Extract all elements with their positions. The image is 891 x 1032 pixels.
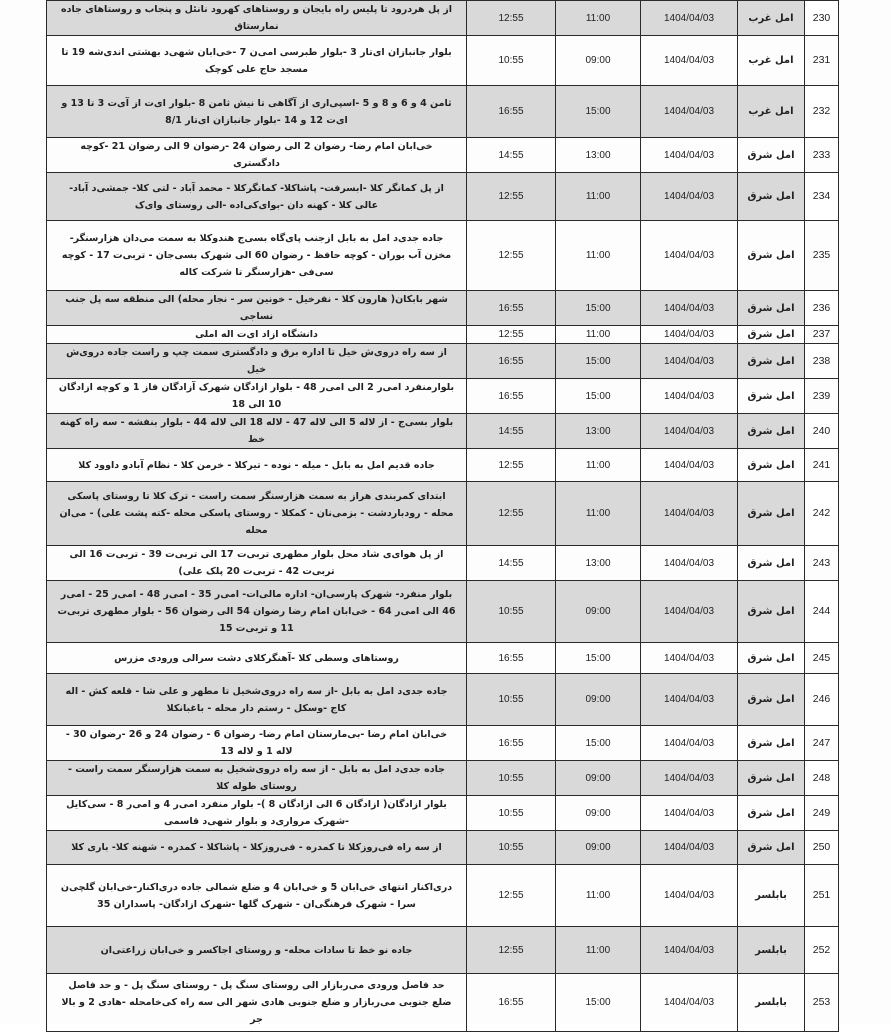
row-number: 253 (805, 974, 839, 1032)
date-cell: 1404/04/03 (641, 726, 738, 761)
start-time-cell: 11:00 (556, 449, 641, 482)
address-cell: ثامن 4 و 6 و 8 و 5 -اسپی‌اری از آگاهی تا نیش ثامن 8 -بلوار ای‌ت از آی‌ت 3 تا 13 و ای‌ت 12 و 14 -بلوار جانبازان ای‌تار 8/1 (47, 86, 467, 138)
date-cell: 1404/04/03 (641, 796, 738, 831)
date-cell: 1404/04/03 (641, 326, 738, 344)
region-cell: امل شرق (738, 581, 805, 643)
address-cell: بلوار ازادگان( ازادگان 6 الی ازادگان 8 )- بلوار منفرد امی‌ر 4 و امی‌ر 8 - سی‌کایل -شهرک مرواری‌د و بلوار شهی‌د قاسمی (47, 796, 467, 831)
table-row (47, 726, 839, 761)
table-row (47, 344, 839, 379)
end-time-cell: 16:55 (467, 379, 556, 414)
date-cell: 1404/04/03 (641, 291, 738, 326)
table-row (47, 414, 839, 449)
end-time-cell: 16:55 (467, 643, 556, 674)
region-cell: امل شرق (738, 173, 805, 221)
region-cell: امل شرق (738, 643, 805, 674)
date-cell: 1404/04/03 (641, 927, 738, 974)
address-cell: خی‌ابان امام رضا -بی‌مارستان امام رضا- رضوان 6 - رضوان 24 و 26 -رضوان 30 - لاله 1 و لاله 13 (47, 726, 467, 761)
end-time-cell: 12:55 (467, 927, 556, 974)
start-time-cell: 11:00 (556, 1, 641, 36)
row-number: 243 (805, 546, 839, 581)
region-cell: امل شرق (738, 326, 805, 344)
row-number: 236 (805, 291, 839, 326)
schedule-table (46, 0, 839, 1032)
start-time-cell: 11:00 (556, 927, 641, 974)
table-row (47, 761, 839, 796)
region-cell: امل شرق (738, 344, 805, 379)
address-cell: از پل کمانگر کلا -ابسرفت- پاشاکلا- کمانگرکلا - محمد آباد - لتی کلا- جمشی‌د آباد- عالی کلا - کهنه دان -بوای‌کی‌اده -الی روستای وای‌ک (47, 173, 467, 221)
table-row (47, 927, 839, 974)
table-row (47, 1, 839, 36)
region-cell: امل شرق (738, 831, 805, 865)
date-cell: 1404/04/03 (641, 761, 738, 796)
table-row (47, 643, 839, 674)
date-cell: 1404/04/03 (641, 974, 738, 1032)
start-time-cell: 13:00 (556, 546, 641, 581)
table-row (47, 831, 839, 865)
row-number: 235 (805, 221, 839, 291)
end-time-cell: 10:55 (467, 831, 556, 865)
row-number: 230 (805, 1, 839, 36)
row-number: 237 (805, 326, 839, 344)
end-time-cell: 16:55 (467, 344, 556, 379)
row-number: 251 (805, 865, 839, 927)
start-time-cell: 13:00 (556, 414, 641, 449)
table-row (47, 86, 839, 138)
start-time-cell: 15:00 (556, 379, 641, 414)
end-time-cell: 12:55 (467, 173, 556, 221)
end-time-cell: 16:55 (467, 291, 556, 326)
address-cell: جاده نو خط تا سادات محله- و روستای اجاکسر و خی‌ابان زراعتی‌ان (47, 927, 467, 974)
region-cell: امل غرب (738, 1, 805, 36)
table-row (47, 865, 839, 927)
start-time-cell: 09:00 (556, 831, 641, 865)
end-time-cell: 14:55 (467, 546, 556, 581)
start-time-cell: 09:00 (556, 581, 641, 643)
date-cell: 1404/04/03 (641, 831, 738, 865)
end-time-cell: 16:55 (467, 974, 556, 1032)
row-number: 231 (805, 36, 839, 86)
start-time-cell: 09:00 (556, 796, 641, 831)
start-time-cell: 15:00 (556, 291, 641, 326)
start-time-cell: 09:00 (556, 36, 641, 86)
end-time-cell: 14:55 (467, 414, 556, 449)
region-cell: بابلسر (738, 927, 805, 974)
table-row (47, 221, 839, 291)
start-time-cell: 13:00 (556, 138, 641, 173)
row-number: 234 (805, 173, 839, 221)
region-cell: امل شرق (738, 546, 805, 581)
address-cell: بلوار بسی‌ج - از لاله 5 الی لاله 47 - لاله 18 الی لاله 44 - بلوار بنفشه - سه راه کهنه خط (47, 414, 467, 449)
table-row (47, 449, 839, 482)
region-cell: امل شرق (738, 138, 805, 173)
date-cell: 1404/04/03 (641, 581, 738, 643)
row-number: 248 (805, 761, 839, 796)
region-cell: امل شرق (738, 449, 805, 482)
address-cell: از پل هوای‌ی شاد محل بلوار مطهری تربی‌ت 17 الی تربی‌ت 39 - تربی‌ت 16 الی تربی‌ت 42 - تربی‌ت 20 پلک علی) (47, 546, 467, 581)
region-cell: امل شرق (738, 482, 805, 546)
table-row (47, 291, 839, 326)
date-cell: 1404/04/03 (641, 36, 738, 86)
region-cell: امل شرق (738, 379, 805, 414)
address-cell: جاده جدی‌د امل به بابل - از سه راه دروی‌شخیل به سمت هزارسنگر سمت راست - روستای طوله کلا (47, 761, 467, 796)
table-row (47, 138, 839, 173)
region-cell: امل غرب (738, 86, 805, 138)
row-number: 249 (805, 796, 839, 831)
row-number: 244 (805, 581, 839, 643)
table-row (47, 326, 839, 344)
start-time-cell: 15:00 (556, 643, 641, 674)
row-number: 241 (805, 449, 839, 482)
table-row (47, 674, 839, 726)
address-cell: از سه راه فی‌روزکلا تا کمدره - فی‌روزکلا - پاشاکلا - کمدره - شهنه کلا- باری کلا (47, 831, 467, 865)
address-cell: بلوار جانبازان ای‌تار 3 -بلوار طبرسی امی‌ن 7 -خی‌ابان شهی‌د بهشتی اندی‌شه 19 تا مسجد حاج علی کوچک (47, 36, 467, 86)
end-time-cell: 12:55 (467, 221, 556, 291)
region-cell: امل شرق (738, 414, 805, 449)
end-time-cell: 10:55 (467, 36, 556, 86)
start-time-cell: 11:00 (556, 326, 641, 344)
start-time-cell: 15:00 (556, 974, 641, 1032)
region-cell: امل شرق (738, 221, 805, 291)
date-cell: 1404/04/03 (641, 865, 738, 927)
table-row (47, 974, 839, 1032)
schedule-table-body (47, 1, 839, 1032)
end-time-cell: 12:55 (467, 326, 556, 344)
date-cell: 1404/04/03 (641, 482, 738, 546)
address-cell: دانشگاه ازاد ای‌ت اله املی (47, 326, 467, 344)
end-time-cell: 12:55 (467, 865, 556, 927)
table-row (47, 36, 839, 86)
end-time-cell: 12:55 (467, 482, 556, 546)
address-cell: از پل هردرود تا پلیس راه بایجان و روستاهای کهرود نانئل و پنجاب و روستاهای جاده نمارستاق (47, 1, 467, 36)
address-cell: ابتدای کمربندی هراز به سمت هزارسنگر سمت راست - ترک کلا تا روستای پاسکی محله - رودباردشت - بزمی‌نان - کمکلا - روستای پاسکی محله -کته پشت علی) - می‌ان محله (47, 482, 467, 546)
row-number: 239 (805, 379, 839, 414)
row-number: 232 (805, 86, 839, 138)
date-cell: 1404/04/03 (641, 546, 738, 581)
row-number: 242 (805, 482, 839, 546)
address-cell: روستاهای وسطی کلا -آهنگرکلای دشت سرالی ورودی مزرس (47, 643, 467, 674)
end-time-cell: 10:55 (467, 761, 556, 796)
row-number: 240 (805, 414, 839, 449)
address-cell: جاده جدی‌د امل به بابل ازجنب پای‌گاه بسی‌ج هندوکلا به سمت می‌دان هزارسنگر- مخزن آب بوران - کوچه حافظ - رضوان 60 الی شهرک بسی‌جان - تربی‌ت 17 - کوچه سی‌فی -هزارسنگر تا شرکت کاله (47, 221, 467, 291)
date-cell: 1404/04/03 (641, 344, 738, 379)
date-cell: 1404/04/03 (641, 414, 738, 449)
start-time-cell: 11:00 (556, 173, 641, 221)
address-cell: از سه راه دروی‌ش خیل تا اداره برق و دادگستری سمت چپ و راست جاده دروی‌ش خیل (47, 344, 467, 379)
table-row (47, 173, 839, 221)
end-time-cell: 16:55 (467, 726, 556, 761)
region-cell: امل شرق (738, 674, 805, 726)
start-time-cell: 15:00 (556, 86, 641, 138)
row-number: 247 (805, 726, 839, 761)
date-cell: 1404/04/03 (641, 449, 738, 482)
end-time-cell: 12:55 (467, 449, 556, 482)
region-cell: امل شرق (738, 796, 805, 831)
start-time-cell: 15:00 (556, 726, 641, 761)
start-time-cell: 15:00 (556, 344, 641, 379)
start-time-cell: 09:00 (556, 761, 641, 796)
table-row (47, 796, 839, 831)
region-cell: امل شرق (738, 761, 805, 796)
start-time-cell: 11:00 (556, 865, 641, 927)
date-cell: 1404/04/03 (641, 221, 738, 291)
date-cell: 1404/04/03 (641, 173, 738, 221)
date-cell: 1404/04/03 (641, 86, 738, 138)
region-cell: امل غرب (738, 36, 805, 86)
address-cell: بلوار منفرد- شهرک پارسی‌ان- اداره مالی‌ات- امی‌ر 35 - امی‌ر 48 - امی‌ر 25 - امی‌ر 46 الی امی‌ر 64 - خی‌ابان امام رضا رضوان 54 الی رضوان 56 - بلوار مطهری تربی‌ت 11 و تربی‌ت 15 (47, 581, 467, 643)
end-time-cell: 12:55 (467, 1, 556, 36)
row-number: 245 (805, 643, 839, 674)
address-cell: دری‌اکنار انتهای خی‌ابان 5 و خی‌ابان 4 و ضلع شمالی جاده دری‌اکنار-خی‌ابان گلچی‌ن سرا - شهرک فرهنگی‌ان - شهرک گلها -شهرک ازادگان- پاسداران 35 (47, 865, 467, 927)
address-cell: خی‌ابان امام رضا- رضوان 2 الی رضوان 24 -رضوان 9 الی رضوان 21 -کوچه دادگستری (47, 138, 467, 173)
table-row (47, 379, 839, 414)
end-time-cell: 14:55 (467, 138, 556, 173)
address-cell: حد فاصل ورودی می‌ربازار الی روستای سنگ پل - روستای سنگ پل - و حد فاصل ضلع جنوبی می‌ربازار و ضلع جنوبی هادی شهر الی سه راه کی‌خامحله -هادی 2 و بالا جر (47, 974, 467, 1032)
address-cell: جاده جدی‌د امل به بابل -از سه راه دروی‌شخیل تا مطهر و علی شا - قلعه کش - اله کاج -وسکل - رستم دار محله - باغبانکلا (47, 674, 467, 726)
address-cell: جاده قدیم امل به بابل - میله - نوده - تیرکلا - خرمن کلا - نظام آبادو داوود کلا (47, 449, 467, 482)
end-time-cell: 10:55 (467, 796, 556, 831)
start-time-cell: 11:00 (556, 221, 641, 291)
row-number: 246 (805, 674, 839, 726)
row-number: 233 (805, 138, 839, 173)
end-time-cell: 10:55 (467, 674, 556, 726)
region-cell: بابلسر (738, 865, 805, 927)
date-cell: 1404/04/03 (641, 674, 738, 726)
row-number: 250 (805, 831, 839, 865)
date-cell: 1404/04/03 (641, 643, 738, 674)
row-number: 252 (805, 927, 839, 974)
address-cell: بلوارمنفرد امی‌ر 2 الی امی‌ر 48 - بلوار ازادگان شهرک آزادگان فاز 1 و کوچه ازادگان 10 الی 18 (47, 379, 467, 414)
region-cell: بابلسر (738, 974, 805, 1032)
end-time-cell: 10:55 (467, 581, 556, 643)
address-cell: شهر بابکان( هارون کلا - نفرخیل - خونین سر - نجار محله) الی منطقه سه پل جنب نساجی (47, 291, 467, 326)
table-row (47, 482, 839, 546)
date-cell: 1404/04/03 (641, 379, 738, 414)
row-number: 238 (805, 344, 839, 379)
start-time-cell: 11:00 (556, 482, 641, 546)
date-cell: 1404/04/03 (641, 138, 738, 173)
table-row (47, 546, 839, 581)
end-time-cell: 16:55 (467, 86, 556, 138)
region-cell: امل شرق (738, 291, 805, 326)
table-row (47, 581, 839, 643)
region-cell: امل شرق (738, 726, 805, 761)
date-cell: 1404/04/03 (641, 1, 738, 36)
start-time-cell: 09:00 (556, 674, 641, 726)
